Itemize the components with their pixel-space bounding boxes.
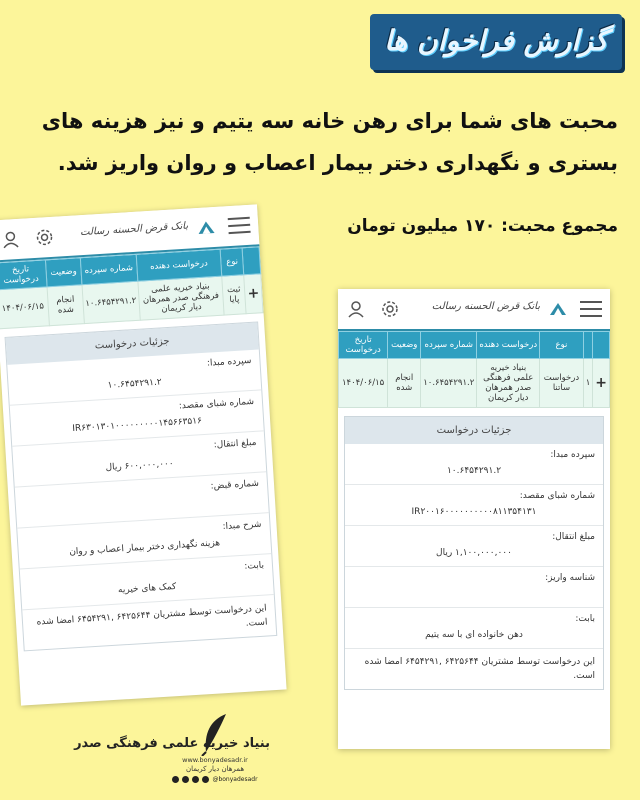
details-panel <box>5 321 278 651</box>
cell-deposit: ۱۰.۶۴۵۴۲۹۱.۲ <box>82 281 140 323</box>
charity-logo <box>74 712 270 792</box>
gear-icon[interactable] <box>34 227 55 248</box>
column-header: شماره سپرده <box>421 332 477 359</box>
cell-date: ۱۴۰۴/۰۶/۱۵ <box>0 287 50 329</box>
sheba-label: شماره شبای مقصد: <box>178 396 255 412</box>
menu-icon[interactable] <box>228 217 251 234</box>
bank-logo-icon <box>546 297 570 321</box>
expand-button[interactable]: + <box>593 359 610 408</box>
details-panel <box>344 416 604 690</box>
details-title: جزئیات درخواست <box>6 323 259 365</box>
column-header <box>242 247 260 275</box>
transfer-id-label: شناسه واریز: <box>545 573 595 583</box>
amount-value: ۶۰۰,۰۰۰,۰۰۰ ریال <box>13 449 266 487</box>
origin-label: سپرده مبدا: <box>206 355 252 369</box>
reason-label: بابت: <box>575 614 595 624</box>
top-icons <box>346 299 400 319</box>
origin-value: ۱۰.۶۴۵۴۲۹۱.۲ <box>8 367 261 405</box>
bank-name: بانک قرض الحسنه رسالت <box>79 220 189 239</box>
cell-type: درخواست ساتنا <box>540 359 583 408</box>
bank-name: بانک قرض الحسنه رسالت <box>431 301 540 312</box>
column-header: نوع <box>220 248 244 276</box>
right-screenshot <box>338 289 610 749</box>
column-header <box>593 332 610 359</box>
column-header: وضعیت <box>46 258 82 287</box>
telegram-icon[interactable] <box>172 776 179 783</box>
bank-logo-icon <box>194 215 219 240</box>
reason-label: بابت: <box>244 560 265 572</box>
gear-icon[interactable] <box>380 299 400 319</box>
origin-desc-label: شرح مبدا: <box>222 519 262 533</box>
amount-label: مبلغ انتقال: <box>552 532 595 542</box>
column-header: شماره سپرده <box>80 254 138 284</box>
amount-value: ۱,۱۰۰,۰۰۰,۰۰۰ ریال <box>345 544 603 567</box>
origin-value: ۱۰.۶۴۵۴۲۹۱.۲ <box>345 462 603 485</box>
column-header: تاریخ درخواست <box>0 260 47 290</box>
signature-note: این درخواست توسط مشتریان ۶۴۲۵۶۴۴ ,۶۴۵۴۲۹۱ امضا شده است. <box>364 657 595 681</box>
user-icon[interactable] <box>346 299 366 319</box>
total-donation: مجموع محبت: ۱۷۰ میلیون تومان <box>347 216 618 236</box>
column-header: وضعیت <box>388 332 421 359</box>
amount-label: مبلغ انتقال: <box>213 437 257 451</box>
cell-status: انجام شده <box>388 359 421 408</box>
menu-icon[interactable] <box>580 301 602 317</box>
instagram-icon[interactable] <box>182 776 189 783</box>
transfer-id-value <box>345 585 603 608</box>
whatsapp-icon[interactable] <box>192 776 199 783</box>
cell-deposit: ۱۰.۶۴۵۴۲۹۱.۲ <box>421 359 477 408</box>
cell-status: انجام شده <box>47 285 84 326</box>
cell-requester: بنیاد خیریه علمی فرهنگی صدر همرهان دیار کریمان <box>138 276 225 320</box>
origin-desc-value: هزینه نگهداری دختر بیمار اعصاب و روان <box>18 531 271 569</box>
column-header: درخواست دهنده <box>477 332 540 359</box>
sheba-value: IR۲۰۰۱۶۰۰۰۰۰۰۰۰۰۰۸۱۱۳۵۴۱۳۱ <box>345 503 603 526</box>
cell-index: ۱ <box>583 359 593 408</box>
logo-url: www.bonyadesadr.ir <box>182 756 248 764</box>
social-handle[interactable]: @bonyadesadr <box>212 776 258 783</box>
reason-value: دهن خانواده ای با سه یتیم <box>345 626 603 649</box>
eitaa-icon[interactable] <box>202 776 209 783</box>
column-header: نوع <box>540 332 583 359</box>
report-description: محبت های شما برای رهن خانه سه یتیم و نیز هزینه های بستری و نگهداری دختر بیمار اعصاب و روان واریز شد. <box>41 109 618 175</box>
details-title: جزئیات درخواست <box>345 417 603 444</box>
sheba-value: IR۶۳۰۱۳۰۱۰۰۰۰۰۰۰۰۰۱۴۵۶۶۳۵۱۶ <box>11 408 264 446</box>
receipt-label: شماره قبض: <box>210 478 260 492</box>
request-table <box>338 331 610 408</box>
reason-value: کمک های خیریه <box>21 572 274 610</box>
origin-label: سپرده مبدا: <box>550 450 595 460</box>
cell-date: ۱۴۰۴/۰۶/۱۵ <box>339 359 388 408</box>
title-banner <box>370 14 622 70</box>
user-icon[interactable] <box>0 229 21 250</box>
expand-button[interactable]: + <box>244 274 263 314</box>
page-title: گزارش فراخوان ها <box>384 24 608 57</box>
column-header <box>583 332 593 359</box>
column-header: تاریخ درخواست <box>339 332 388 359</box>
cell-requester: بنیاد خیریه علمی فرهنگی صدر همرهان دیار کریمان <box>477 359 540 408</box>
sheba-label: شماره شبای مقصد: <box>519 491 595 501</box>
column-header: درخواست دهنده <box>136 249 222 281</box>
top-icons <box>0 227 55 250</box>
signature-note: این درخواست توسط مشتریان ۶۴۲۵۶۴۴ ,۶۴۵۴۲۹۱ امضا شده است. <box>36 603 268 629</box>
top-bar <box>338 289 610 331</box>
left-screenshot <box>0 204 287 705</box>
cell-type: ثبت پایا <box>222 275 246 315</box>
table-row[interactable] <box>339 359 610 408</box>
logo-tagline: همرهان دیار کریمان <box>185 765 245 773</box>
social-links <box>160 776 270 783</box>
logo-name: بنیاد خیریه علمی فرهنگی صدر <box>74 736 270 751</box>
